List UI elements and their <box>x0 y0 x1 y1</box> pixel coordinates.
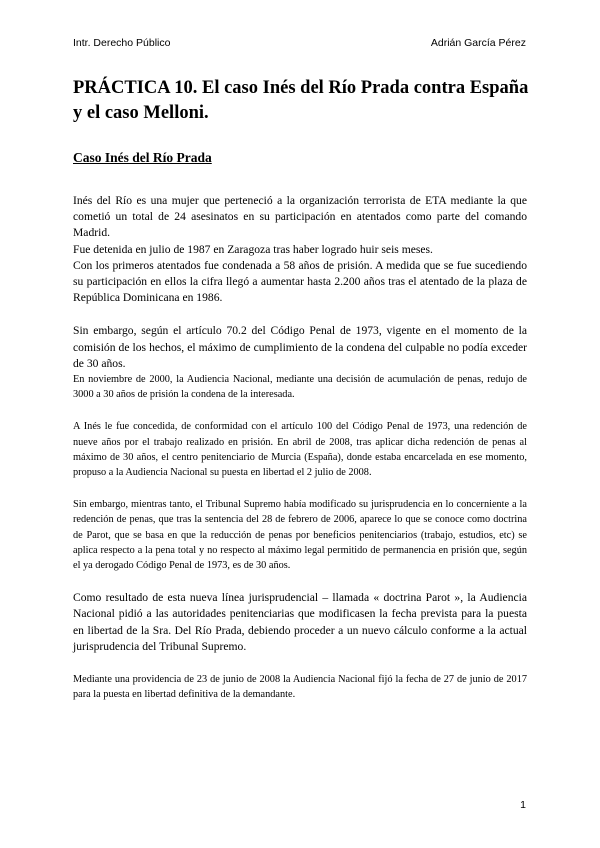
document-body <box>73 193 527 702</box>
paragraph-6: A Inés le fue concedida, de conformidad con el artículo 100 del Código Penal de 1973, una redención de nueve años por el trabajo realizado en prisión. En abril de 2008, tras aplicar dicha redención de penas al máximo de 30 años, el centro penitenciario de Murcia (España), donde estaba encarcelada en ese momento, propuso a la Audiencia Nacional su puesta en libertad el 2 julio de 2008. <box>73 421 527 479</box>
page-number: 1 <box>520 799 526 811</box>
header-author: Adrián García Pérez <box>430 37 526 49</box>
paragraph-1: Inés del Río es una mujer que perteneció a la organización terrorista de ETA mediante la que cometió un total de 24 asesinatos en su participación en atentados como parte del comando Madrid. <box>73 194 527 240</box>
paragraph-2: Fue detenida en julio de 1987 en Zaragoza tras haber logrado huir seis meses. <box>73 242 433 256</box>
page-title: PRÁCTICA 10. El caso Inés del Río Prada contra España y el caso Melloni. <box>73 78 529 123</box>
paragraph-9: Mediante una providencia de 23 de junio de 2008 la Audiencia Nacional fijó la fecha de 27 de junio de 2017 para la puesta en libertad definitiva de la demandante. <box>73 674 527 701</box>
paragraph-8: Como resultado de esta nueva línea jurisprudencial – llamada « doctrina Parot », la Audiencia Nacional pidió a las autoridades penitenciarias que modificasen la fecha prevista para la puesta en libertad de la Sra. Del Río Prada, debiendo proceder a un nuevo cálculo conforme a la actual jurisprudencia del Tribunal Supremo. <box>73 591 527 653</box>
paragraph-7: Sin embargo, mientras tanto, el Tribunal Supremo había modificado su jurisprudencia en lo concerniente a la redención de penas, que tras la sentencia del 28 de febrero de 2006, aparece lo que se conoce como doctrina de Parot, que se basa en que la reducción de penas por beneficios penitenciarios (trabajo, estudios, etc) se aplica respecto a la pena total y no respecto al máximo legal permitido de permanencia en prisión que, según el ya derogado Código Penal de 1973, es de 30 años. <box>73 499 527 572</box>
paragraph-4: Sin embargo, según el artículo 70.2 del Código Penal de 1973, vigente en el momento de la comisión de los hechos, el máximo de cumplimiento de la condena del culpable no podía exceder de 30 años. <box>73 324 527 370</box>
paragraph-5: En noviembre de 2000, la Audiencia Nacional, mediante una decisión de acumulación de penas, redujo de 3000 a 30 años de prisión la condena de la interesada. <box>73 374 527 401</box>
paragraph-3: Con los primeros atentados fue condenada a 58 años de prisión. A medida que se fue sucediendo su participación en ellos la cifra llegó a aumentar hasta 2.200 años tras el atentado de la plaza de República Dominicana en 1986. <box>73 258 527 305</box>
header-course: Intr. Derecho Público <box>73 37 171 49</box>
section-heading: Caso Inés del Río Prada <box>73 150 212 165</box>
